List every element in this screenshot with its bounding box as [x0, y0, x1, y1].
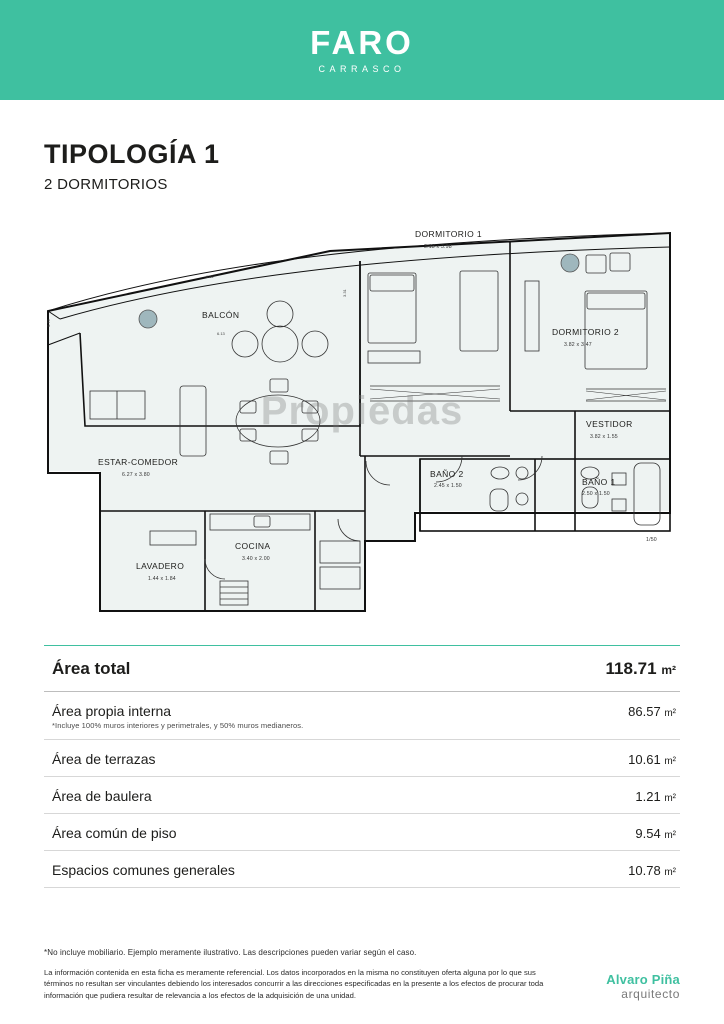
areas-row-unit: m² — [664, 829, 676, 841]
page-footer — [44, 948, 680, 1002]
room-label-bano-2: BAÑO 2 — [430, 468, 464, 479]
areas-row-unit: m² — [664, 707, 676, 719]
areas-total-label: Área total — [52, 658, 131, 678]
room-dim-bano-1: 2.50 x 1.50 — [582, 490, 610, 497]
areas-row-number: 86.57 — [628, 703, 661, 719]
areas-total-value — [606, 659, 676, 679]
areas-row-label: Área común de piso — [52, 824, 177, 841]
room-label-bano-1: BAÑO 1 — [582, 476, 616, 487]
room-dim-vestidor: 3.82 x 1.55 — [590, 433, 618, 440]
room-dim-lavadero: 1.44 x 1.84 — [148, 575, 176, 582]
areas-row-value — [628, 704, 676, 719]
areas-row-number: 10.61 — [628, 751, 661, 767]
typology-subtitle: 2 DORMITORIOS — [44, 175, 168, 193]
footer-disclaimer-short: *No incluye mobiliario. Ejemplo meramente ilustrativo. Las descripciones pueden variar según el caso. — [44, 947, 417, 957]
room-label-cocina: COCINA — [235, 540, 271, 551]
areas-row-value — [635, 789, 676, 804]
floor-plan-drawing — [30, 211, 694, 631]
areas-row-value — [628, 863, 676, 878]
table-row — [44, 777, 680, 814]
room-dim-bano-2: 2.45 x 1.50 — [434, 482, 462, 489]
areas-row-total — [44, 646, 680, 692]
page-header — [0, 0, 724, 100]
table-row — [44, 692, 680, 740]
brand-logo-carrasco: CARRASCO — [318, 64, 406, 74]
table-row — [44, 814, 680, 851]
areas-row-number: 10.78 — [628, 862, 661, 878]
areas-row-label: Área de baulera — [52, 787, 152, 804]
architect-name: Alvaro Piña — [606, 972, 680, 988]
watermark: Propiedas — [260, 388, 464, 433]
areas-table — [44, 645, 680, 888]
edge-dim-331: 3.31 — [342, 288, 347, 297]
areas-row-number: 9.54 — [635, 825, 661, 841]
room-label-vestidor: VESTIDOR — [586, 418, 633, 429]
areas-row-value — [628, 752, 676, 767]
room-label-lavadero: LAVADERO — [136, 560, 185, 571]
areas-total-unit: m² — [661, 662, 676, 677]
typology-title: TIPOLOGÍA 1 — [44, 139, 220, 169]
areas-row-unit: m² — [664, 866, 676, 878]
areas-row-value — [635, 826, 676, 841]
areas-row-unit: m² — [664, 755, 676, 767]
footer-legal-text: La información contenida en esta ficha es meramente referencial. Los datos incorporados en la misma no constituyen oferta alguna por lo que sus términos no resultan ser vinculantes debiendo los interesados concurrir a las direcciones especificadas en la presente a los efectos de procurar toda información que pudiera resultar de relevancia a los efectos de la adquisición de una unidad. — [44, 967, 544, 1001]
areas-row-label: Área propia interna — [52, 702, 172, 719]
room-label-dormitorio-1: DORMITORIO 1 — [415, 228, 482, 239]
table-row — [44, 851, 680, 888]
plan-scale-label: 1/50 — [646, 536, 657, 543]
table-row — [44, 740, 680, 777]
plan-fills — [48, 233, 670, 611]
floor-plan — [30, 211, 694, 631]
areas-row-label: Espacios comunes generales — [52, 861, 235, 878]
room-label-estar-comedor: ESTAR-COMEDOR — [98, 456, 179, 467]
architect-logo — [606, 973, 680, 1002]
room-label-dormitorio-2: DORMITORIO 2 — [552, 326, 619, 337]
room-label-balcon: BALCÓN — [202, 309, 240, 320]
room-dim-dormitorio-2: 3.82 x 3.47 — [564, 341, 592, 348]
room-dim-dormitorio-1: 3.13 x 3.98 — [424, 243, 452, 250]
room-dim-cocina: 3.40 x 2.00 — [242, 555, 270, 562]
edge-dim-076: 0.76 — [46, 318, 51, 327]
architect-role: arquitecto — [621, 987, 680, 1002]
areas-row-number: 1.21 — [635, 788, 661, 804]
areas-total-number: 118.71 — [605, 658, 657, 678]
room-dim-estar-comedor: 6.27 x 3.80 — [122, 471, 150, 478]
page-title — [0, 100, 724, 193]
areas-row-note: *Incluye 100% muros interiores y perimetrales, y 50% muros medianeros. — [52, 720, 304, 730]
areas-row-unit: m² — [664, 792, 676, 804]
brand-logo-faro: FARO — [310, 24, 414, 61]
edge-dim-631: 6.31 — [206, 273, 214, 279]
areas-row-label: Área de terrazas — [52, 750, 156, 767]
edge-dim-613: 6.13 — [217, 330, 225, 336]
